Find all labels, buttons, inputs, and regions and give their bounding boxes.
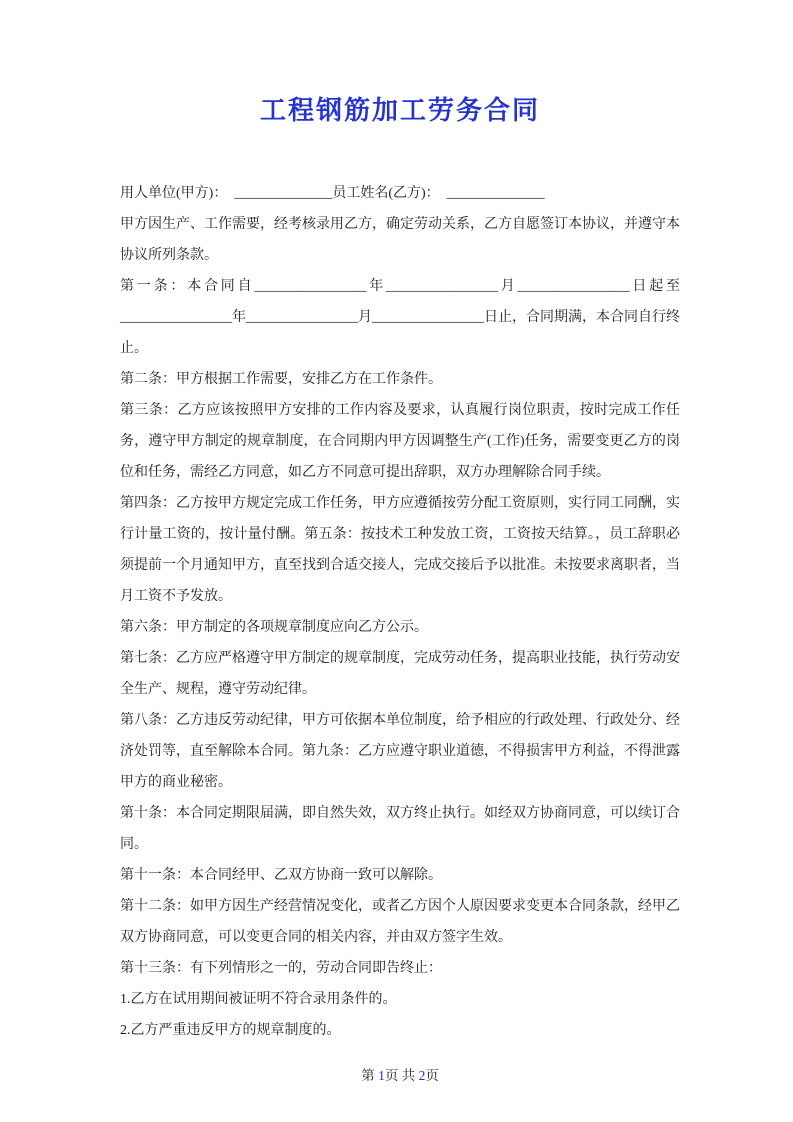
contract-paragraph-5: 第三条：乙方应该按照甲方安排的工作内容及要求，认真履行岗位职责，按时完成工作任务，遵守甲方制定的规章制度，在合同期内甲方因调整生产(工作)任务，需要变更乙方的岗位和任务，需经乙方同意，如乙方不同意可提出辞职，双方办理解除合同手续。 <box>120 403 680 480</box>
document-body <box>120 178 680 1046</box>
contract-paragraph-10: 第十条：本合同定期限届满，即自然失效，双方终止执行。如经双方协商同意，可以续订合同。 <box>120 806 680 852</box>
contract-paragraph-8: 第七条：乙方应严格遵守甲方制定的规章制度，完成劳动任务，提高职业技能，执行劳动安全生产、规程，遵守劳动纪律。 <box>120 651 680 697</box>
contract-paragraph-15: 2.乙方严重违反甲方的规章制度的。 <box>120 1023 341 1038</box>
contract-paragraph-3: 第一条：本合同自________________年________________月________________日起至________________年________________月________________日止，合同期满，本合同自行终止。 <box>120 279 680 356</box>
footer-suffix: 页 <box>425 1068 439 1083</box>
contract-paragraph-12: 第十二条：如甲方因生产经营情况变化，或者乙方因个人原因要求变更本合同条款，经甲乙双方协商同意，可以变更合同的相关内容，并由双方签字生效。 <box>120 899 680 945</box>
contract-paragraph-14: 1.乙方在试用期间被证明不符合录用条件的。 <box>120 992 397 1007</box>
contract-paragraph-6: 第四条：乙方按甲方规定完成工作任务，甲方应遵循按劳分配工资原则，实行同工同酬，实行计量工资的，按计量付酬。第五条：按技术工种发放工资，工资按天结算。，员工辞职必须提前一个月通知甲方，直至找到合适交接人，完成交接后予以批准。未按要求离职者，当月工资不予发放。 <box>120 496 680 604</box>
total-pages-number: 2 <box>418 1068 426 1083</box>
contract-paragraph-9: 第八条：乙方违反劳动纪律，甲方可依据本单位制度，给予相应的行政处理、行政处分、经济处罚等，直至解除本合同。第九条：乙方应遵守职业道德，不得损害甲方利益，不得泄露甲方的商业秘密。 <box>120 713 680 790</box>
document-title: 工程钢筋加工劳务合同 <box>259 96 540 125</box>
footer-prefix: 第 <box>361 1068 379 1083</box>
contract-paragraph-1: 用人单位(甲方)： ______________员工姓名(乙方)： ______________ <box>120 186 545 201</box>
contract-paragraph-2: 甲方因生产、工作需要，经考核录用乙方，确定劳动关系，乙方自愿签订本协议，并遵守本协议所列条款。 <box>120 217 680 263</box>
footer-middle: 页 共 <box>384 1068 419 1083</box>
contract-paragraph-11: 第十一条：本合同经甲、乙双方协商一致可以解除。 <box>120 868 442 883</box>
contract-paragraph-7: 第六条：甲方制定的各项规章制度应向乙方公示。 <box>120 620 428 635</box>
current-page-number: 1 <box>378 1068 385 1083</box>
page-footer <box>120 1064 680 1084</box>
contract-paragraph-4: 第二条：甲方根据工作需要，安排乙方在工作条件。 <box>120 372 442 387</box>
contract-paragraph-13: 第十三条：有下列情形之一的，劳动合同即告终止： <box>120 961 442 976</box>
